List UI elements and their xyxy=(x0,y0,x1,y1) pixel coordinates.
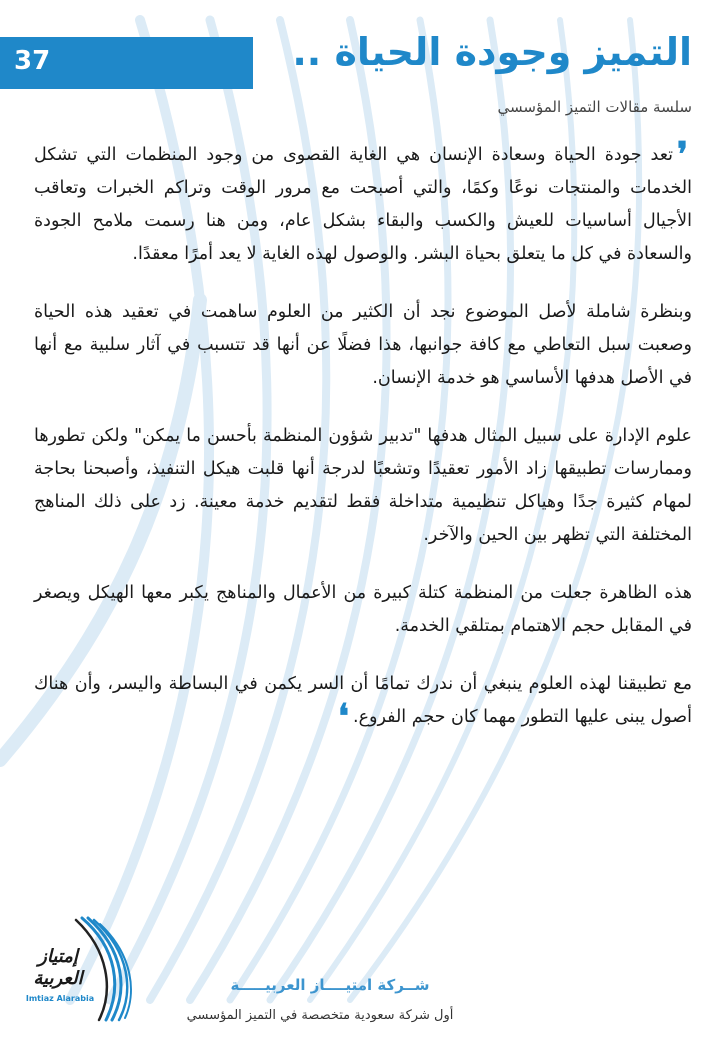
paragraph-1: ❜تعد جودة الحياة وسعادة الإنسان هي الغاية القصوى من وجود المنظمات التي تشكل الخدمات والمنتجات نوعًا وكمًا، والتي أصبحت مع مرور الوقت وتراكم الخبرات وتعاقب الأجيال أساسيات للعيش والكسب والبقاء بشكل عام، ومن هنا رسمت ملامح الجودة والسعادة في كل ما يتعلق بحياة البشر. والوصول لهذه الغاية لا يعد أمرًا معقدًا. xyxy=(34,135,692,264)
svg-text:Imtiaz Alarabia: Imtiaz Alarabia xyxy=(25,994,95,1003)
imtiaz-logo-icon xyxy=(22,908,134,1022)
quote-open-icon: ❜ xyxy=(677,135,688,175)
series-name: سلسة مقالات التميز المؤسسي xyxy=(497,98,692,116)
page-number-box xyxy=(0,37,253,89)
svg-text:العربية: العربية xyxy=(33,968,83,989)
paragraph-5: مع تطبيقنا لهذه العلوم ينبغي أن ندرك تمامًا أن السر يكمن في البساطة واليسر، وأن هناك أصول يبنى عليها التطور مهما كان حجم الفروع.❛ xyxy=(34,674,692,737)
page-number: 37 xyxy=(14,46,51,76)
paragraph-4: هذه الظاهرة جعلت من المنظمة كتلة كبيرة من الأعمال والمناهج يكبر معها الهيكل ويصغر في المقابل حجم الاهتمام بمتلقي الخدمة. xyxy=(34,583,692,636)
paragraph-3: علوم الإدارة على سبيل المثال هدفها "تدبير شؤون المنظمة بأحسن ما يمكن" ولكن تطورها وممارسات تطبيقها زاد الأمور تعقيدًا وتشعبًا لدرجة أنها قلبت هيكل التنفيذ، وأصبحنا بحاجة لمهام كثيرة جدًا وهياكل تنظيمية متداخلة فقط لتقديم خدمة معينة. زد على ذلك المناهج المختلفة التي تظهر بين الحين والآخر. xyxy=(34,426,692,545)
quote-close-icon: ❛ xyxy=(338,697,349,737)
svg-text:إمتياز: إمتياز xyxy=(38,946,78,967)
article-body xyxy=(34,135,692,759)
page-title: التميز وجودة الحياة .. xyxy=(292,30,692,74)
paragraph-2: وبنظرة شاملة لأصل الموضوع نجد أن الكثير من العلوم ساهمت في تعقيد هذه الحياة وصعبت سبل التعاطي مع كافة جوانبها، هذا فضلًا عن أنها قد تتسبب في آثار سلبية مع أنها في الأصل هدفها الأساسي هو خدمة الإنسان. xyxy=(34,302,692,388)
company-name: شــركة امتيــــاز العربيـــــة xyxy=(230,976,430,994)
company-tagline: أول شركة سعودية متخصصة في التميز المؤسسي xyxy=(186,1008,454,1023)
